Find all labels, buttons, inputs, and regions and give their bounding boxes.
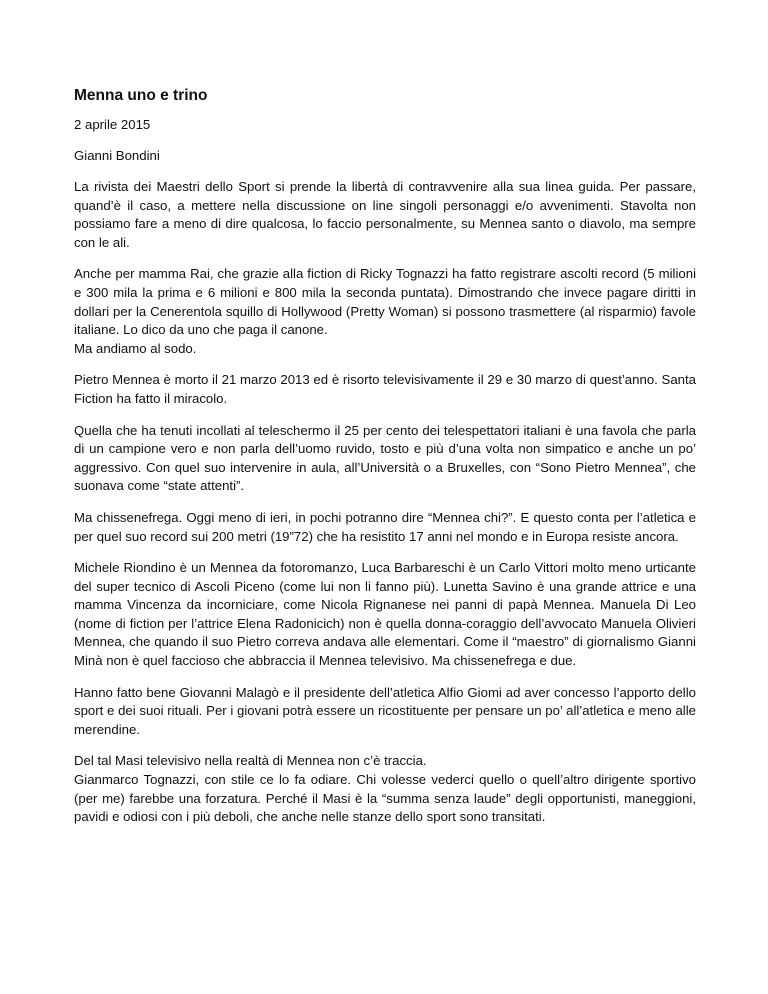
article-date: 2 aprile 2015 [74, 117, 151, 132]
paragraph-record: Ma chissenefrega. Oggi meno di ieri, in pochi potranno dire “Mennea chi?”. E questo conta per l’atletica e per quel suo record sui 200 metri (19”72) che ha resistito 17 anni nel mondo e in Europa resiste ancora. [74, 509, 696, 544]
paragraph-masi [74, 752, 696, 826]
paragraph-rai-closing: Ma andiamo al sodo. [74, 340, 197, 356]
paragraph-masi-text: Gianmarco Tognazzi, con stile ce lo fa odiare. Chi volesse vederci quello o quell’altro dirigente sportivo (per me) farebbe una forzatura. Perché il Masi è la “summa senza laude” degli opportunisti, maneggioni, pavidi e odiosi con i più deboli, che anche nelle stanze dello sport sono transitati. [74, 772, 696, 825]
paragraph-death: Pietro Mennea è morto il 21 marzo 2013 ed è risorto televisivamente il 29 e 30 marzo di quest’anno. Santa Fiction ha fatto il miracolo. [74, 372, 696, 406]
article-title: Menna uno e trino [74, 87, 208, 104]
document-page [74, 86, 696, 840]
paragraph-sport: Hanno fatto bene Giovanni Malagò e il presidente dell’atletica Alfio Giomi ad aver concesso l’apporto dello sport e dei suoi rituali. Per i giovani potrà essere un ricostituente per pensare un po’ all’atletica e meno alle merendine. [74, 684, 696, 737]
paragraph-rai-text: Anche per mamma Rai, che grazie alla fiction di Ricky Tognazzi ha fatto registrare ascolti record (5 milioni e 300 mila la prima e 6 milioni e 800 mila la seconda puntata). Dimostrando che invece pagare diritti in dollari per la Cenerentola squillo di Hollywood (Pretty Woman) si possono trasmettere (al risparmio) favole italiane. Lo dico da uno che paga il canone. [74, 266, 696, 338]
paragraph-cast: Michele Riondino è un Mennea da fotoromanzo, Luca Barbareschi è un Carlo Vittori molto meno urticante del super tecnico di Ascoli Piceno (come lui non li fanno più). Lunetta Savino è una grande attrice e una mamma Vincenza da incorniciare, come Nicola Rignanese nei panni di papà Mennea. Manuela Di Leo (nome di fiction per l’attrice Elena Radonicich) non è quella donna-coraggio dell’avvocato Manuela Olivieri Mennea, che quando il suo Pietro correva andava alle elementari. Come il “maestro” di giornalismo Gianni Minà non è quel faccioso che abbraccia il Mennea televisivo. Ma chissenefrega e due. [74, 560, 696, 669]
paragraph-fable: Quella che ha tenuti incollati al teleschermo il 25 per cento dei telespettatori italiani è una favola che parla di un campione vero e non parla dell’uomo ruvido, tosto e più d’una volta non simpatico e anche un po’ aggressivo. Con quel suo intervenire in aula, all’Università o a Bruxelles, con “Sono Pietro Mennea”, che suonava come “state attenti”. [74, 422, 696, 494]
paragraph-masi-intro: Del tal Masi televisivo nella realtà di Mennea non c’è traccia. [74, 753, 427, 769]
paragraph-rai [74, 265, 696, 358]
article-author: Gianni Bondini [74, 148, 160, 163]
paragraph-intro: La rivista dei Maestri dello Sport si prende la libertà di contravvenire alla sua linea guida. Per passare, quand’è il caso, a mettere nella discussione on line singoli personaggi e/o avvenimenti. Stavolta non possiamo fare a meno di dire qualcosa, lo faccio personalmente, su Mennea santo o diavolo, ma sempre con le ali. [74, 179, 696, 250]
